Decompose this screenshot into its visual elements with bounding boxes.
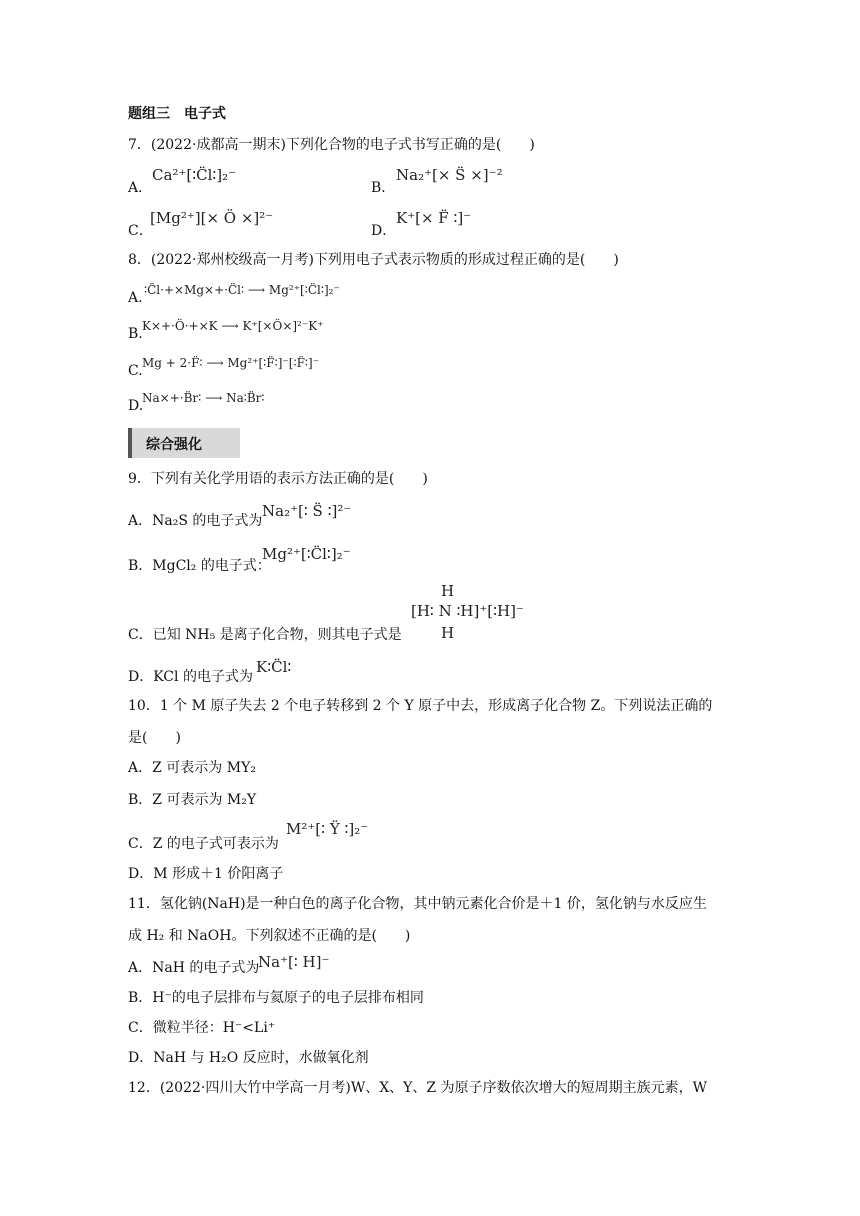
q11-option-c: C．微粒半径：H⁻<Li⁺ [128, 1020, 276, 1036]
q12-stem: 12．(2022·四川大竹中学高一月考)W、X、Y、Z 为原子序数依次增大的短周期主族元素，W [128, 1080, 707, 1096]
section-badge [128, 428, 240, 458]
q10-option-c-formula: M²⁺[∶ Ÿ ∶]₂⁻ [286, 820, 369, 838]
q8-option-c-label: C. [128, 363, 143, 379]
section-badge-label: 综合强化 [146, 437, 202, 453]
q7-option-d-label: D． [371, 223, 397, 239]
q9-option-b-formula: Mg²⁺[∶C̈l∶]₂⁻ [262, 545, 351, 563]
q9-option-a-text: A．Na₂S 的电子式为 [128, 513, 263, 529]
q9-option-a-formula: Na₂⁺[∶ S̈ ∶]²⁻ [262, 502, 352, 520]
q7-option-c-label: C． [128, 223, 153, 239]
q7-option-a-label: A． [128, 180, 153, 196]
q8-option-a-formula: ∶C̈l·+×Mg×+·C̈l∶ ⟶ Mg²⁺[∶C̈l∶]₂⁻ [144, 283, 340, 297]
q8-option-d-label: D. [128, 398, 144, 414]
q8-option-b-label: B. [128, 326, 143, 342]
q9-option-c-formula-top: H [441, 582, 455, 600]
q11-option-a-formula: Na⁺[∶ H]⁻ [258, 953, 330, 971]
q10-option-c-text: C．Z 的电子式可表示为 [128, 836, 279, 852]
q10-option-a: A．Z 可表示为 MY₂ [128, 760, 256, 776]
q9-option-d-text: D．KCl 的电子式为 [128, 669, 253, 685]
q8-option-a-label: A. [128, 290, 143, 306]
q7-option-d-formula: K⁺[× F̈ ∶]⁻ [396, 209, 472, 227]
group-title: 题组三 电子式 [128, 106, 226, 122]
q8-option-b-formula: K×+·Ö·+×K ⟶ K⁺[×Ö×]²⁻K⁺ [142, 319, 324, 333]
q10-option-d: D．M 形成＋1 价阳离子 [128, 866, 284, 882]
q9-option-b-text: B．MgCl₂ 的电子式： [128, 558, 271, 574]
q7-option-b-label: B． [371, 180, 396, 196]
q9-option-c-formula-mid: [H∶ N ∶H]⁺[∶H]⁻ [411, 602, 524, 620]
q9-option-d-formula: K∶C̈l∶ [256, 658, 292, 676]
q8-option-c-formula: Mg + 2·F̈∶ ⟶ Mg²⁺[∶F̈∶]⁻[∶F̈∶]⁻ [142, 356, 320, 370]
q9-option-c-formula-bottom: H [441, 624, 455, 642]
q9-option-c-text: C．已知 NH₅ 是离子化合物，则其电子式是 [128, 627, 402, 643]
q7-option-c-formula: [Mg²⁺][× Ö ×]²⁻ [150, 209, 274, 227]
q11-stem-line1: 11．氢化钠(NaH)是一种白色的离子化合物，其中钠元素化合价是＋1 价，氢化钠与水反应生 [128, 896, 707, 912]
q10-stem-line1: 10．1 个 M 原子失去 2 个电子转移到 2 个 Y 原子中去，形成离子化合物 Z。下列说法正确的 [128, 698, 713, 714]
q10-stem-line2: 是( ) [128, 730, 181, 746]
q11-option-a-text: A．NaH 的电子式为 [128, 960, 260, 976]
q8-stem: 8．(2022·郑州校级高一月考)下列用电子式表示物质的形成过程正确的是( ) [128, 252, 619, 268]
q7-option-a-formula: Ca²⁺[∶C̈l∶]₂⁻ [152, 166, 237, 184]
q8-option-d-formula: Na×+·B̈r∶ ⟶ Na∶B̈r∶ [142, 391, 265, 405]
q11-stem-line2: 成 H₂ 和 NaOH。下列叙述不正确的是( ) [128, 928, 411, 944]
q7-stem: 7．(2022·成都高一期末)下列化合物的电子式书写正确的是( ) [128, 137, 535, 153]
q7-option-b-formula: Na₂⁺[× S̈ ×]⁻² [396, 166, 503, 184]
q11-option-d: D．NaH 与 H₂O 反应时，水做氧化剂 [128, 1050, 369, 1066]
q11-option-b: B．H⁻的电子层排布与氦原子的电子层排布相同 [128, 990, 424, 1006]
q10-option-b: B．Z 可表示为 M₂Y [128, 792, 257, 808]
q9-stem: 9．下列有关化学用语的表示方法正确的是( ) [128, 471, 428, 487]
